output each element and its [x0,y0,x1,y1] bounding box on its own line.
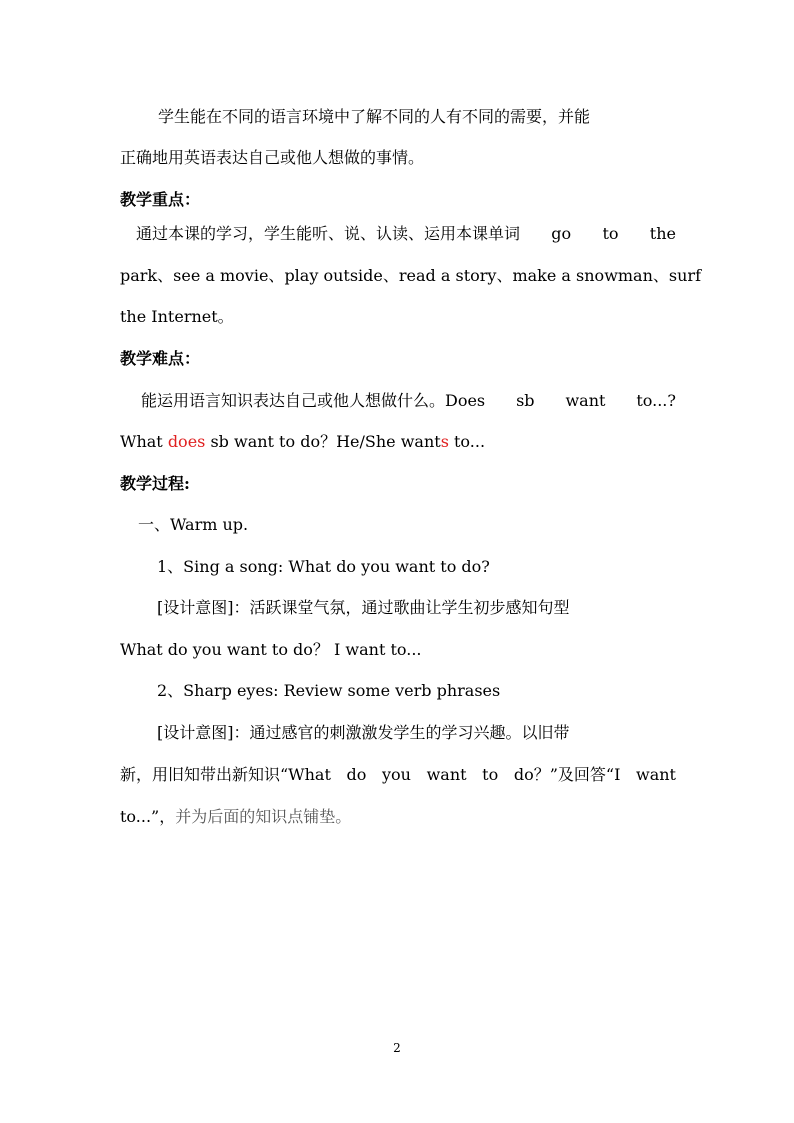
design-intent-1: [设计意图]：活跃课堂气氛，通过歌曲让学生初步感知句型 [157,598,570,617]
difficulties-word: want [565,391,606,410]
key-points-word: the [649,224,676,243]
phrase: surf [668,266,701,285]
text-segment-muted: 并为后面的知识点铺垫。 [175,807,352,826]
difficulties-word: to...? [636,391,676,410]
key-points-line-1 [136,223,676,245]
phrase: see a movie、 [173,266,285,285]
text-segment: to...”， [120,807,176,826]
highlight-s: s [440,432,449,451]
design-intent-2: [设计意图]：通过感官的刺激激发学生的学习兴趣。以旧带 [157,723,570,742]
key-points-line-3: the Internet。 [120,307,234,326]
text-segment: do [346,765,367,784]
text-segment: to... [448,432,486,451]
text-segment: want [636,765,676,784]
key-points-heading: 教学重点： [120,190,201,209]
text-segment: want [426,765,467,784]
design-intent-1-cont: What do you want to do？ I want to... [120,640,422,659]
page-number: 2 [393,1041,401,1055]
text-segment: do？”及回答“I [513,765,621,784]
difficulties-heading: 教学难点： [120,349,201,368]
key-points-line-2 [120,265,701,287]
design-intent-2-cont [120,764,676,786]
difficulties-line-2 [120,431,676,453]
phrase: park、 [120,266,174,285]
phrase: make a snowman、 [512,266,669,285]
design-intent-2-end [120,806,676,828]
text-segment: 新，用旧知带出新知识“What [120,765,331,784]
difficulties-word: sb [516,391,535,410]
key-points-word: go [551,224,572,243]
key-points-line-1-text: 通过本课的学习，学生能听、说、认读、运用本课单词 [136,224,521,243]
text-segment: sb want to do？He/She want [205,432,441,451]
key-points-word: to [602,224,619,243]
phrase: play outside、 [284,266,399,285]
intro-line-1: 学生能在不同的语言环境中了解不同的人有不同的需要，并能 [158,107,591,126]
text-segment: you [382,765,411,784]
difficulties-line-1-text: 能运用语言知识表达自己或他人想做什么。Does [141,391,486,410]
phrase: read a story、 [398,266,513,285]
intro-line-2: 正确地用英语表达自己或他人想做的事情。 [120,148,425,167]
warm-up-section: 一、Warm up. [138,515,249,534]
process-heading: 教学过程: [120,474,190,493]
highlight-does: does [167,432,206,451]
item-sharp-eyes: 2、Sharp eyes: Review some verb phrases [157,681,501,700]
text-segment: What [120,432,168,451]
text-segment: to [482,765,499,784]
difficulties-line-1 [141,390,676,412]
item-sing-a-song: 1、Sing a song: What do you want to do? [157,557,490,576]
